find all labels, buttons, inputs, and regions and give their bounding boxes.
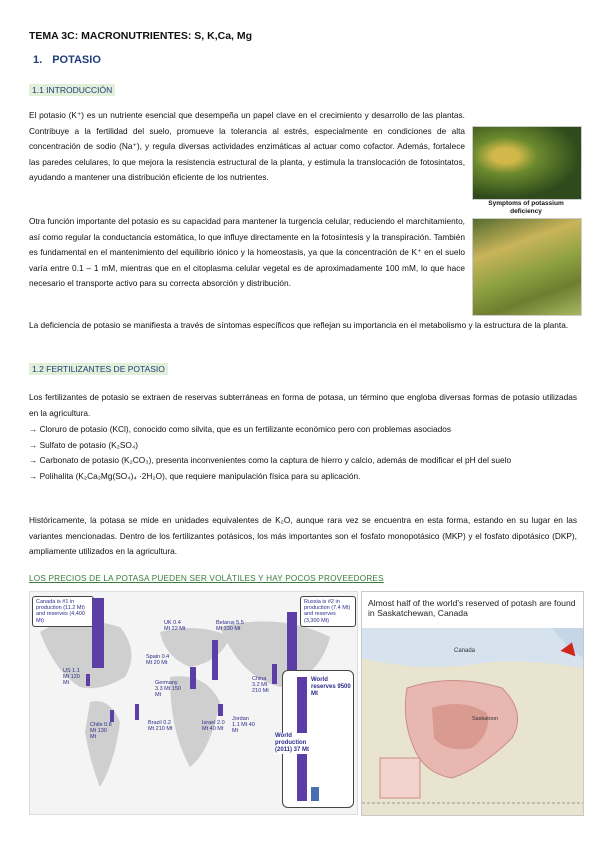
fertilizantes-paragraph-1: Los fertilizantes de potasio se extraen de reservas subterráneas en forma de potasa, un término que engloba diversas formas de potasio utilizadas en la agricultura. xyxy=(29,392,577,418)
world-potash-map xyxy=(29,591,358,815)
deficiency-leaf-photo-2 xyxy=(472,218,582,316)
fertilizantes-list xyxy=(29,422,577,484)
fertilizante-item: → Polihalita (K₂Ca₂Mg(SO₄)₄ ·2H₂O), que requiere manipulación física para su aplicación. xyxy=(29,470,361,481)
chile-label: Chile 0.8 Mt 130 Mt xyxy=(90,722,112,740)
israel-label: Israel 2.0 Mt 40 Mt xyxy=(202,720,225,732)
brazil-label: Brazil 0.2 Mt 210 Mt xyxy=(148,720,173,732)
intro-paragraph-2: Otra función importante del potasio es su capacidad para mantener la turgencia celular, reduciendo el marchitamiento, así como regular la conductancia estomática, lo que influye directamente en la fotosíntesis y la transpiración. También es fundamental en el mantenimiento del equilibrio iónico y la homeostasis, ya que la concentración de K⁺ en el suelo varía entre 0.1 – 1 mM, mientras que en el citoplasma celular vegetal es de aproximadamente 100 mM, lo que hace necesario el transporte activo para su correcta absorción y distribución. xyxy=(29,216,465,289)
chile-bar xyxy=(110,710,114,722)
document-title: TEMA 3C: MACRONUTRIENTES: S, K,Ca, Mg xyxy=(29,30,253,42)
canada-map-label: Canada xyxy=(454,648,476,654)
world-reserves-label: World reserves 9500 Mt xyxy=(311,677,351,697)
russia-bar xyxy=(287,612,297,670)
world-summary-box xyxy=(275,670,354,808)
intro-paragraph-1: El potasio (K⁺) es un nutriente esencial que desempeña un papel clave en el crecimiento y desarrollo de las plantas. Contribuye a la fertilidad del suelo, promueve la tolerancia al estrés, especialmente en condiciones de alta concentración de sodio (Na⁺), y regula diversas actividades enzimáticas al actuar como cofactor. Además, fortalece las paredes celulares, lo que mejora la resistencia estructural de la planta, y estimula la translocación de fotosintatos, ayudando a mantener una distribución eficiente de los nutrientes. xyxy=(29,110,465,183)
belarus-bar xyxy=(212,640,218,680)
jordan-label: Jordan 1.1 Mt 40 Mt xyxy=(232,716,255,734)
spain-label: Spain 0.4 Mt 20 Mt xyxy=(146,654,170,666)
heading-potasio xyxy=(33,54,101,66)
brazil-bar xyxy=(135,704,139,720)
israel-bar xyxy=(218,704,223,716)
fertilizantes-paragraph-2: Históricamente, la potasa se mide en unidades equivalentes de K₂O, aunque rara vez se encuentra en esta forma, estando en su lugar en las variantes mencionadas. Dentro de los fertilizantes potásicos, los más importantes son el fosfato monopotásico (MKP) y el fosfato dipotásico (DKP), ampliamente utilizados en la agricultura. xyxy=(29,515,577,557)
china-bar xyxy=(272,664,277,684)
world-production-label: World production (2011) 37 Mt xyxy=(275,733,310,753)
world-production-bar xyxy=(311,787,319,801)
section-heading-intro: 1.1 INTRODUCCIÓN xyxy=(29,84,115,96)
prices-heading: LOS PRECIOS DE LA POTASA PUEDEN SER VOLÁTILES Y HAY POCOS PROVEEDORES xyxy=(29,574,384,583)
canada-bar xyxy=(92,598,104,668)
uk-label: UK 0.4 Mt 22 Mt xyxy=(164,620,186,632)
fertilizante-item: → Cloruro de potasio (KCl), conocido como silvita, que es un fertilizante económico pero con problemas asociados xyxy=(29,424,451,434)
fertilizante-item: → Sulfato de potasio (K₂SO₄) xyxy=(29,439,138,450)
photo-caption: Symptoms of potassium deficiency xyxy=(488,200,564,215)
fertilizante-item: → Carbonato de potasio (K₂CO₃), presenta inconvenientes como la captura de hierro y calcio, además de modificar el pH del suelo xyxy=(29,455,512,466)
intro-paragraph-3: La deficiencia de potasio se manifiesta a través de síntomas específicos que reflejan su importancia en el metabolismo y la estructura de la planta. xyxy=(29,320,569,330)
saskatchewan-title: Almost half of the world's reserved of potash are found in Saskatchewan, Canada xyxy=(362,592,583,628)
germany-label: Germany 3.3 Mt 150 Mt xyxy=(155,680,181,698)
deficiency-leaf-photo-1 xyxy=(472,126,582,200)
saskatchewan-map xyxy=(361,591,584,816)
canada-callout: Canada is #1 in production (11.2 Mt) and reserves (4,400 Mt) xyxy=(32,596,94,627)
heading-text: POTASIO xyxy=(52,54,101,66)
germany-bar xyxy=(190,667,196,689)
us-bar xyxy=(86,674,90,686)
china-label: China 3.2 Mt 210 Mt xyxy=(252,676,269,694)
belarus-label: Belarus 5.5 Mt 330 Mt xyxy=(216,620,244,632)
russia-callout: Russia is #2 in production (7.4 Mt) and reserves (3,300 Mt) xyxy=(300,596,356,627)
section-heading-fertilizantes: 1.2 FERTILIZANTES DE POTASIO xyxy=(29,363,168,375)
city-label: Saskatoon xyxy=(472,716,498,722)
us-label: US 1.1 Mt 120 Mt xyxy=(63,668,80,686)
heading-number: 1. xyxy=(33,54,43,66)
